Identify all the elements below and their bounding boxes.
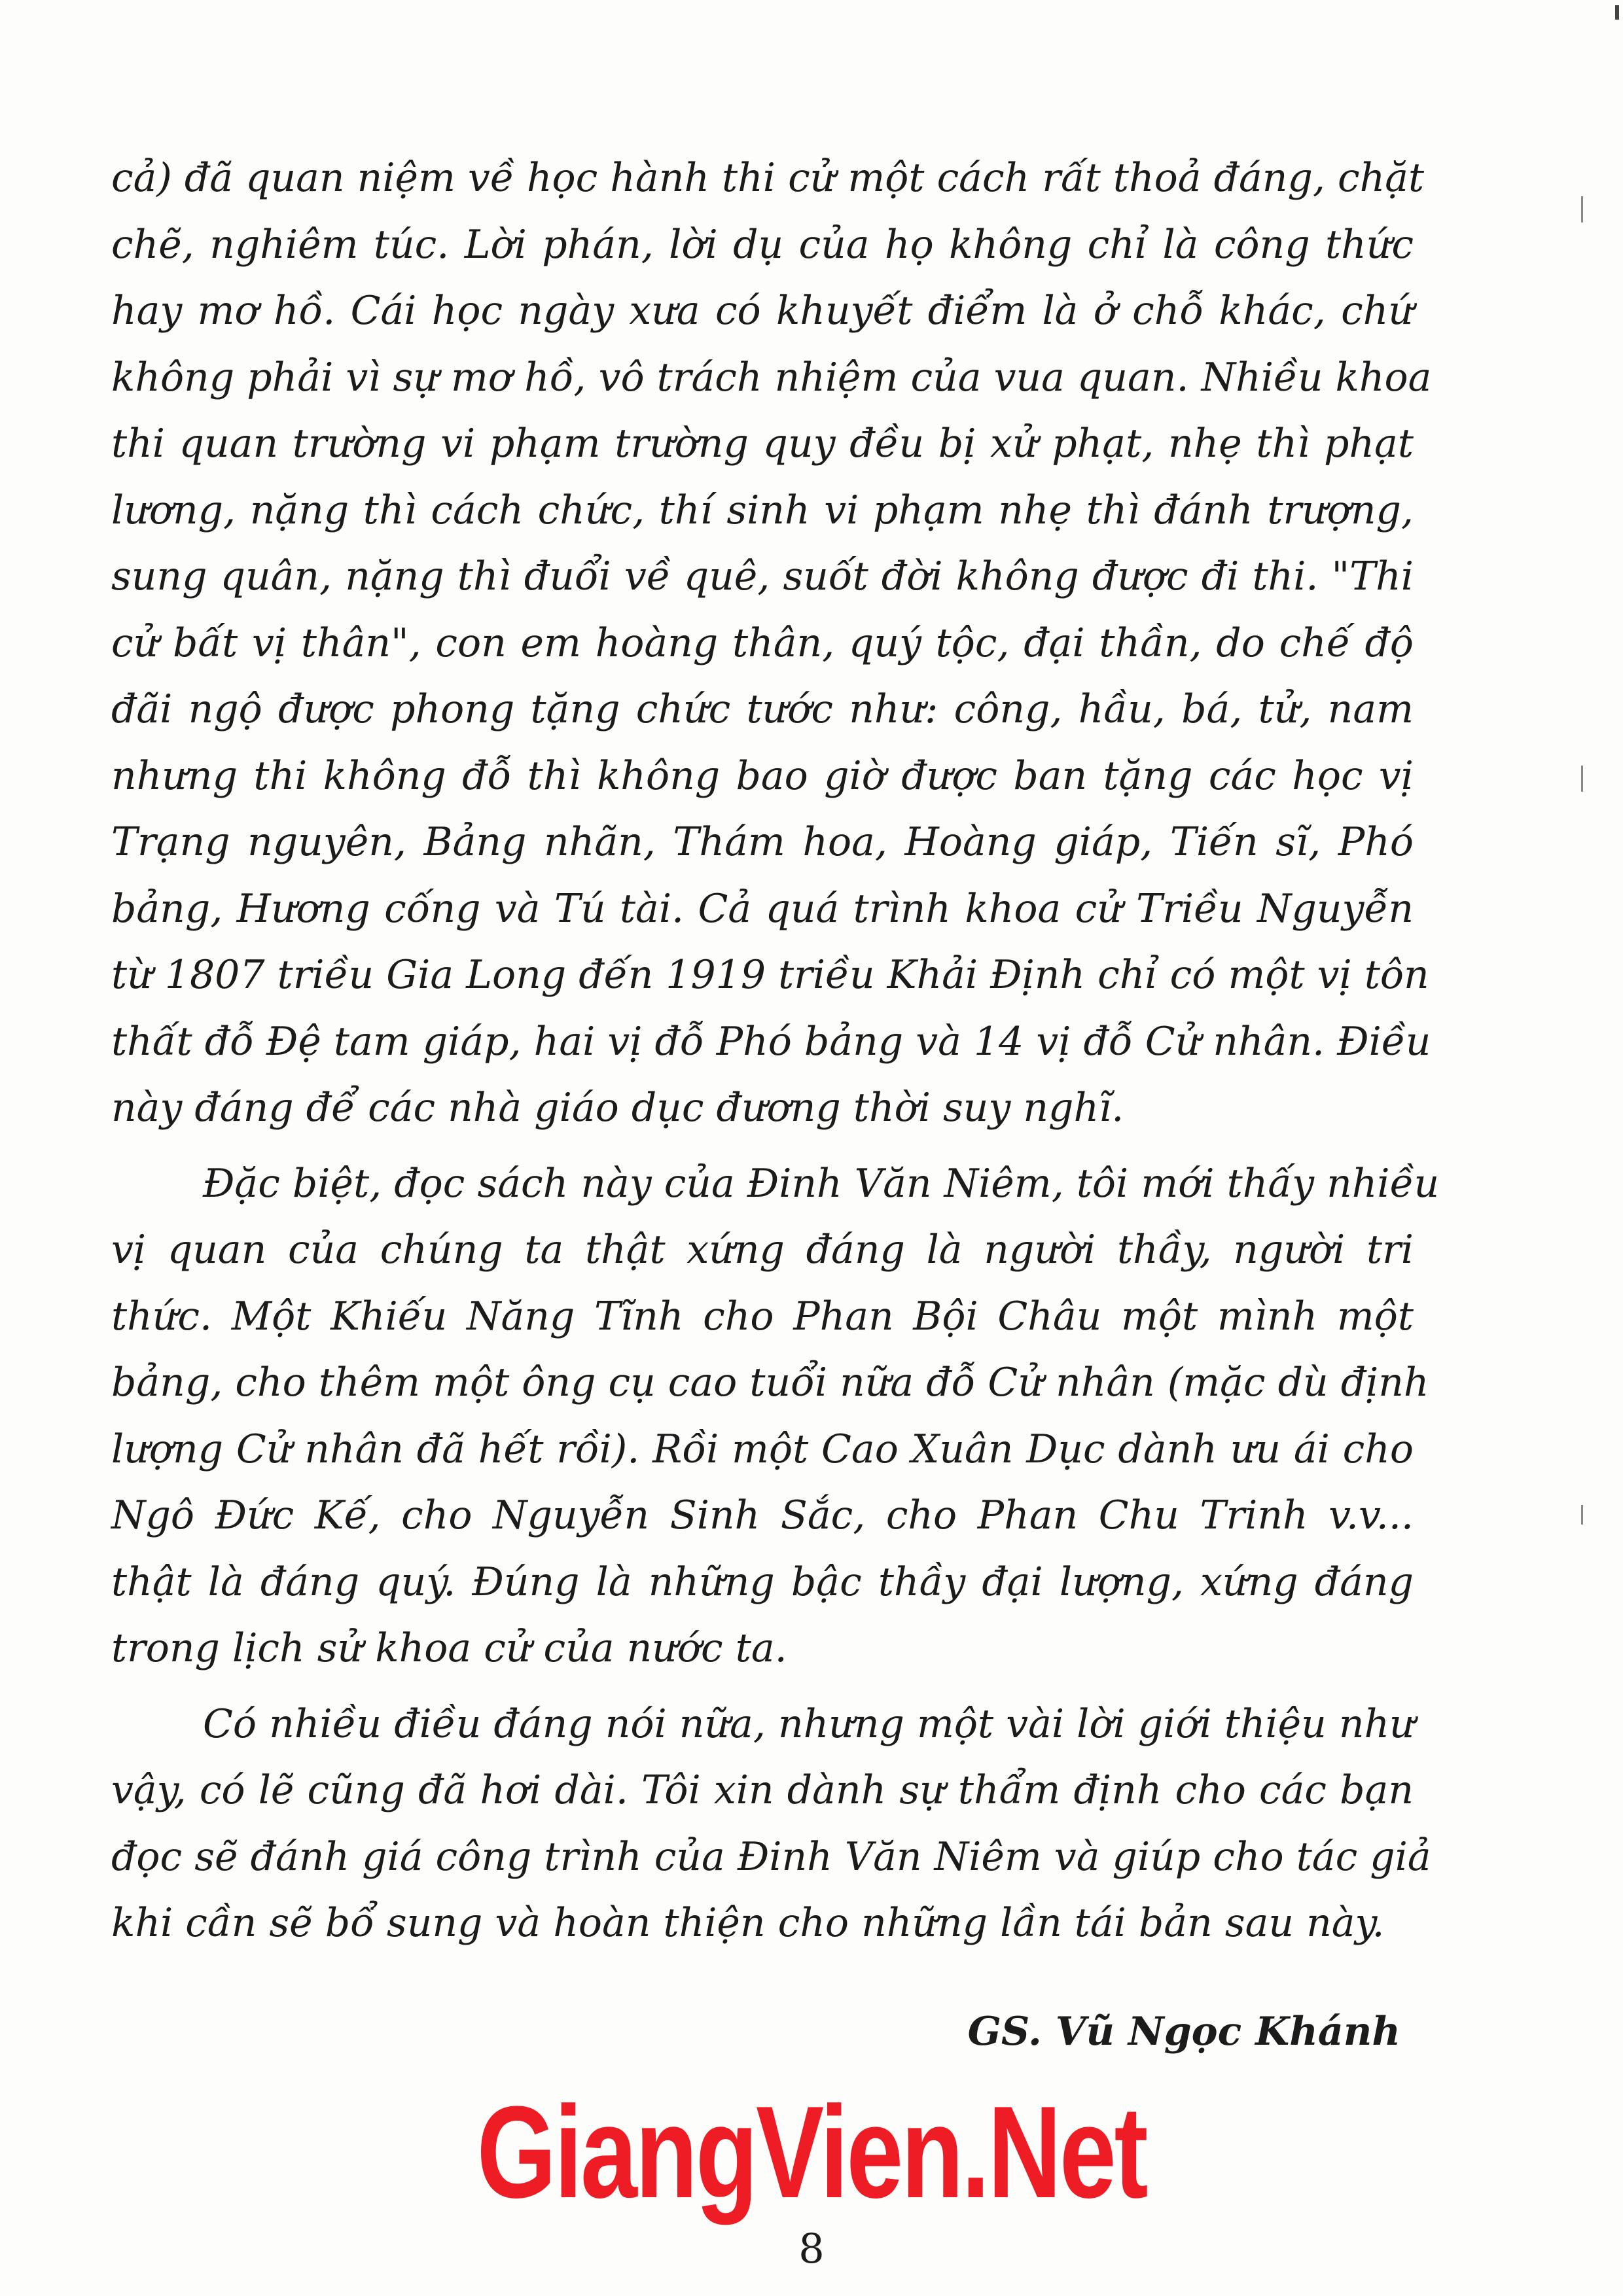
text-line: Đặc biệt, đọc sách này của Đinh Văn Niêm, tôi mới thấy nhiều <box>203 1160 1440 1207</box>
text-line: khi cần sẽ bổ sung và hoàn thiện cho những lần tái bản sau này. <box>111 1900 1385 1946</box>
text-line: thật là đáng quý. Đúng là những bậc thầy đại lượng, xứng đáng <box>111 1559 1414 1605</box>
text-line: thức. Một Khiếu Năng Tĩnh cho Phan Bội Châu một mình một <box>111 1293 1414 1339</box>
scan-mark <box>1581 196 1583 222</box>
scan-mark <box>1615 5 1619 20</box>
page-number: 8 <box>798 2225 825 2272</box>
text-line: vị quan của chúng ta thật xứng đáng là người thầy, người tri <box>111 1227 1414 1273</box>
author-signature: GS. Vũ Ngọc Khánh <box>967 2009 1400 2055</box>
text-line: Ngô Đức Kế, cho Nguyễn Sinh Sắc, cho Phan Chu Trinh v.v... <box>111 1492 1414 1538</box>
paragraph-gap <box>111 1682 1414 1691</box>
text-line: vậy, có lẽ cũng đã hơi dài. Tôi xin dành sự thẩm định cho các bạn <box>111 1767 1414 1813</box>
paragraph <box>111 145 1432 1142</box>
text-line: bảng, Hương cống và Tú tài. Cả quá trình khoa cử Triều Nguyễn <box>111 885 1414 932</box>
paragraph <box>111 1691 1431 1957</box>
text-line: thất đỗ Đệ tam giáp, hai vị đỗ Phó bảng và 14 vị đỗ Cử nhân. Điều <box>111 1018 1431 1065</box>
watermark-logo: GiangVien.Net <box>476 2079 1147 2225</box>
text-line: Trạng nguyên, Bảng nhãn, Thám hoa, Hoàng giáp, Tiến sĩ, Phó <box>111 819 1414 865</box>
text-line: Có nhiều điều đáng nói nữa, nhưng một vài lời giới thiệu như <box>203 1701 1415 1747</box>
paragraph <box>111 1151 1440 1682</box>
text-line: lượng Cử nhân đã hết rồi). Rồi một Cao Xuân Dục dành ưu ái cho <box>111 1426 1414 1472</box>
text-line: đãi ngộ được phong tặng chức tước như: công, hầu, bá, tử, nam <box>111 686 1414 732</box>
scan-mark <box>1581 1505 1583 1525</box>
text-line: thi quan trường vi phạm trường quy đều bị xử phạt, nhẹ thì phạt <box>111 421 1414 467</box>
text-line: cử bất vị thân", con em hoàng thân, quý tộc, đại thần, do chế độ <box>111 620 1414 666</box>
text-line: không phải vì sự mơ hồ, vô trách nhiệm của vua quan. Nhiều khoa <box>111 354 1432 400</box>
text-line: bảng, cho thêm một ông cụ cao tuổi nữa đỗ Cử nhân (mặc dù định <box>111 1360 1429 1405</box>
text-line: chẽ, nghiêm túc. Lời phán, lời dụ của họ không chỉ là công thức <box>111 221 1414 268</box>
text-line: này đáng để các nhà giáo dục đương thời suy nghĩ. <box>111 1085 1124 1131</box>
body-text <box>111 145 1440 1957</box>
text-line: hay mơ hồ. Cái học ngày xưa có khuyết điểm là ở chỗ khác, chứ <box>111 288 1414 334</box>
text-line: lương, nặng thì cách chức, thí sinh vi phạm nhẹ thì đánh trượng, <box>111 487 1414 533</box>
scan-mark <box>1581 766 1583 792</box>
text-line: trong lịch sử khoa cử của nước ta. <box>111 1625 787 1671</box>
text-line: nhưng thi không đỗ thì không bao giờ được ban tặng các học vị <box>111 752 1414 799</box>
text-line: cả) đã quan niệm về học hành thi cử một cách rất thoả đáng, chặt <box>111 155 1425 201</box>
paragraph-gap <box>111 1142 1414 1151</box>
text-line: từ 1807 triều Gia Long đến 1919 triều Khải Định chỉ có một vị tôn <box>111 952 1429 998</box>
text-line: sung quân, nặng thì đuổi về quê, suốt đời không được đi thi. "Thi <box>111 554 1414 599</box>
text-line: đọc sẽ đánh giá công trình của Đinh Văn Niêm và giúp cho tác giả <box>111 1833 1431 1880</box>
